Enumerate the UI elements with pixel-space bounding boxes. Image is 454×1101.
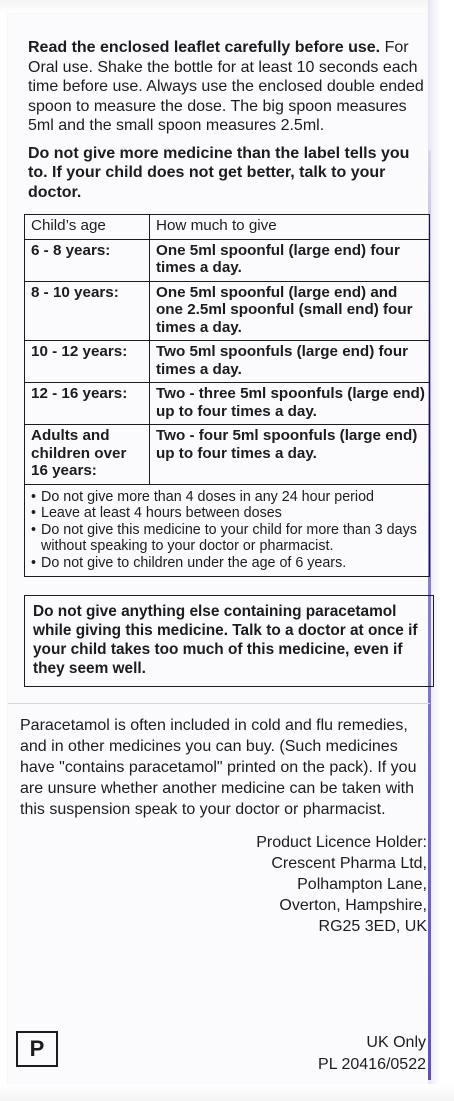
pharmacy-only-badge: P <box>16 1031 58 1067</box>
dose-cell: One 5ml spoonful (large end) and one 2.5ml spoonful (small end) four times a day. <box>150 281 430 341</box>
age-cell: 6 - 8 years: <box>25 239 150 281</box>
section-divider <box>8 703 430 704</box>
package-side-edge <box>428 0 454 1101</box>
dosage-notes-row <box>25 484 430 577</box>
leaflet-notice: Read the enclosed leaflet carefully before use. <box>28 39 381 56</box>
dose-cell: Two 5ml spoonfuls (large end) four times a day. <box>150 341 430 383</box>
region-text: UK Only <box>366 1034 426 1051</box>
pl-number: PL 20416/0522 <box>318 1056 426 1073</box>
header-age: Child’s age <box>25 215 150 240</box>
package-top-edge <box>0 0 454 14</box>
paracetamol-warning-box: Do not give anything else containing paracetamol while giving this medicine. Talk to a doctor at once if your child takes too much of this medicine, even if they seem well. <box>24 595 434 687</box>
label-content <box>20 38 428 937</box>
licence-town: Overton, Hampshire, <box>279 897 427 914</box>
table-row <box>25 341 430 383</box>
licence-holder <box>28 832 427 937</box>
package-bottom-edge <box>0 1084 454 1101</box>
licence-postcode: RG25 3ED, UK <box>318 918 427 935</box>
dose-cell: One 5ml spoonful (large end) four times a day. <box>150 239 430 281</box>
dosage-notes <box>25 484 430 577</box>
dose-cell: Two - three 5ml spoonfuls (large end) up to four times a day. <box>150 383 430 425</box>
licence-label: Product Licence Holder: <box>256 834 427 851</box>
usage-instructions <box>28 38 428 136</box>
list-item: • Leave at least 4 hours between doses <box>31 505 423 522</box>
list-item: • Do not give to children under the age of 6 years. <box>31 555 423 572</box>
age-cell: 8 - 10 years: <box>25 281 150 341</box>
paracetamol-info: Paracetamol is often included in cold and flu remedies, and in other medicines you can buy. (Such medicines have "contains paracetamol" printed on the pack). If you are unsure whether another medicine can be taken with this suspension speak to your doctor or pharmacist. <box>20 717 417 818</box>
list-item: • Do not give this medicine to your child for more than 3 days without speaking to your doctor or pharmacist. <box>31 522 423 555</box>
table-row <box>25 383 430 425</box>
licence-company: Crescent Pharma Ltd, <box>271 855 427 872</box>
age-cell: 10 - 12 years: <box>25 341 150 383</box>
age-cell: 12 - 16 years: <box>25 383 150 425</box>
dose-warning: Do not give more medicine than the label tells you to. If your child does not get better, talk to your doctor. <box>28 144 410 201</box>
dosage-table <box>24 214 430 577</box>
dosage-header-row <box>25 215 430 240</box>
table-row <box>25 281 430 341</box>
regulatory-info <box>318 1032 426 1076</box>
table-row <box>25 239 430 281</box>
table-row <box>25 425 430 485</box>
licence-street: Polhampton Lane, <box>297 876 427 893</box>
dose-cell: Two - four 5ml spoonfuls (large end) up to four times a day. <box>150 425 430 485</box>
list-item: • Do not give more than 4 doses in any 24 hour period <box>31 489 423 506</box>
header-dose: How much to give <box>150 215 430 240</box>
usage-text: For Oral use. Shake the bottle for at least 10 seconds each time before use. Always use the enclosed double ended spoon to measure the dose. The big spoon measures 5ml and the small spoon measures 2.5ml. <box>28 39 424 134</box>
age-cell: Adults and children over 16 years: <box>25 425 150 485</box>
